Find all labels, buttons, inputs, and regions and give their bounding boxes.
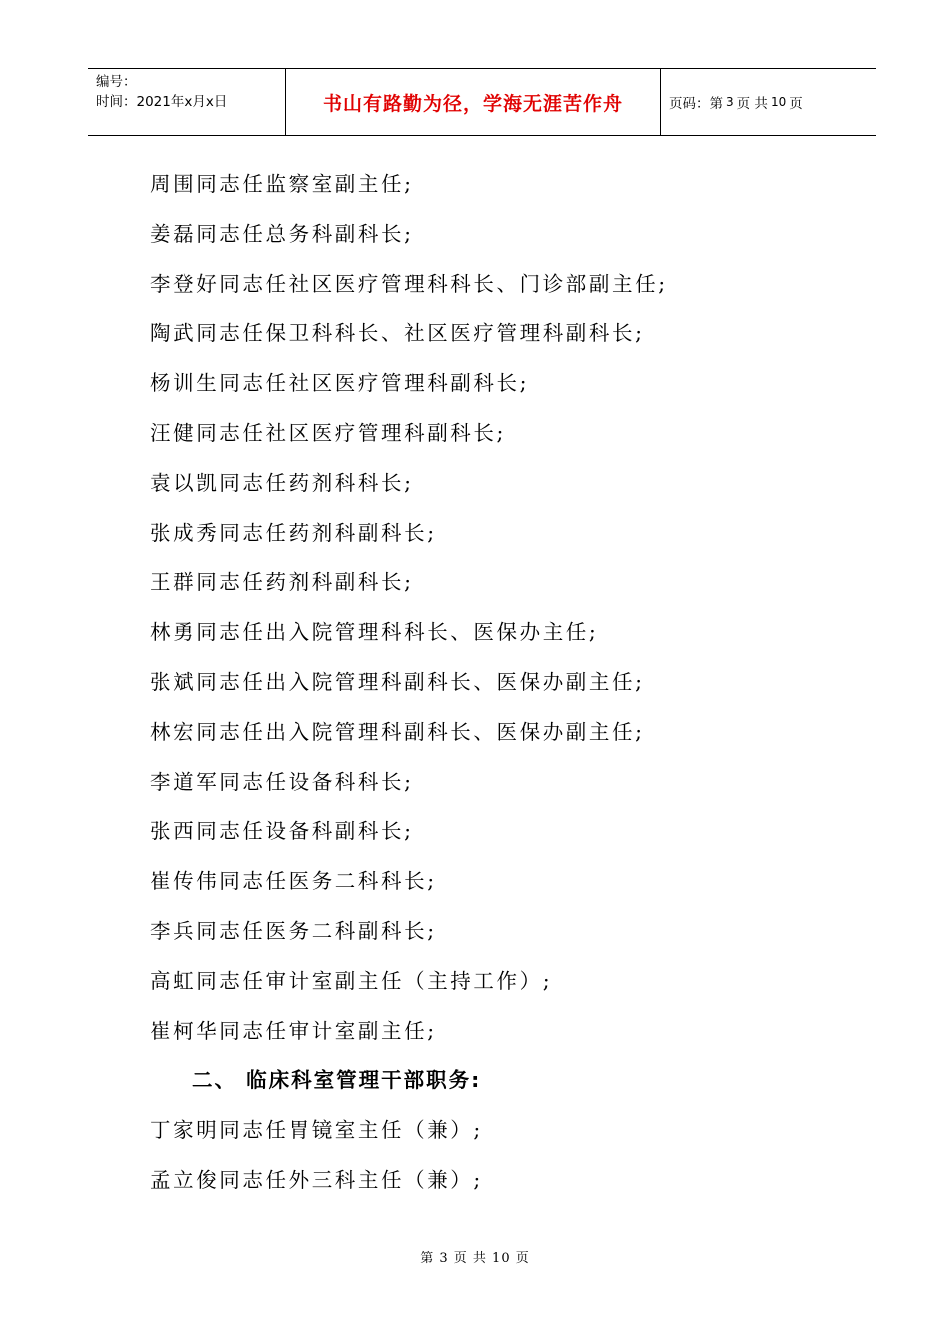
appointment-line: 李兵同志任医务二科副科长; — [150, 918, 437, 943]
appointment-line: 崔柯华同志任审计室副主任; — [150, 1018, 437, 1043]
document-number-label: 编号： — [96, 74, 137, 90]
page-current: 3 — [726, 95, 734, 109]
section-heading: 二、 临床科室管理干部职务: — [192, 1068, 482, 1093]
appointment-line: 张西同志任设备科副科长; — [150, 819, 414, 844]
appointment-line: 崔传伟同志任医务二科科长; — [150, 869, 437, 894]
header-motto: 书山有路勤为径，学海无涯苦作舟 — [286, 69, 661, 135]
appointment-line: 陶武同志任保卫科科长、社区医疗管理科副科长; — [150, 321, 645, 346]
header-page-info — [661, 69, 876, 135]
appointment-line: 张成秀同志任药剂科副科长; — [150, 520, 437, 545]
page-prefix: 页码：第 — [669, 96, 723, 112]
appointment-line: 张斌同志任出入院管理科副科长、医保办副主任; — [150, 669, 645, 694]
appointment-line: 汪健同志任社区医疗管理科副科长; — [150, 420, 507, 445]
appointment-line: 丁家明同志任胃镜室主任（兼）; — [150, 1118, 483, 1143]
page-suffix: 页 — [789, 96, 803, 112]
appointment-line: 周围同志任监察室副主任; — [150, 172, 414, 196]
header-meta — [88, 69, 286, 135]
appointment-line: 林勇同志任出入院管理科科长、医保办主任; — [150, 620, 599, 645]
page-header — [88, 68, 876, 136]
appointment-line: 袁以凯同志任药剂科科长; — [150, 470, 414, 495]
appointment-line: 姜磊同志任总务科副科长; — [150, 221, 414, 246]
document-time: 时间：2021年x月x日 — [96, 94, 228, 110]
document-body — [150, 160, 850, 1206]
appointment-line: 高虹同志任审计室副主任（主持工作）; — [150, 968, 553, 993]
appointment-line: 李登好同志任社区医疗管理科科长、门诊部副主任; — [150, 271, 668, 296]
appointment-line: 林宏同志任出入院管理科副科长、医保办副主任; — [150, 719, 645, 744]
page-mid: 页 共 — [736, 96, 768, 112]
appointment-line: 王群同志任药剂科副科长; — [150, 570, 414, 595]
page-total: 10 — [770, 95, 787, 109]
appointment-line: 李道军同志任设备科科长; — [150, 769, 414, 794]
appointment-line: 杨训生同志任社区医疗管理科副科长; — [150, 371, 530, 396]
appointment-line: 孟立俊同志任外三科主任（兼）; — [150, 1167, 483, 1192]
page-footer: 第 3 页 共 10 页 — [420, 1251, 530, 1266]
